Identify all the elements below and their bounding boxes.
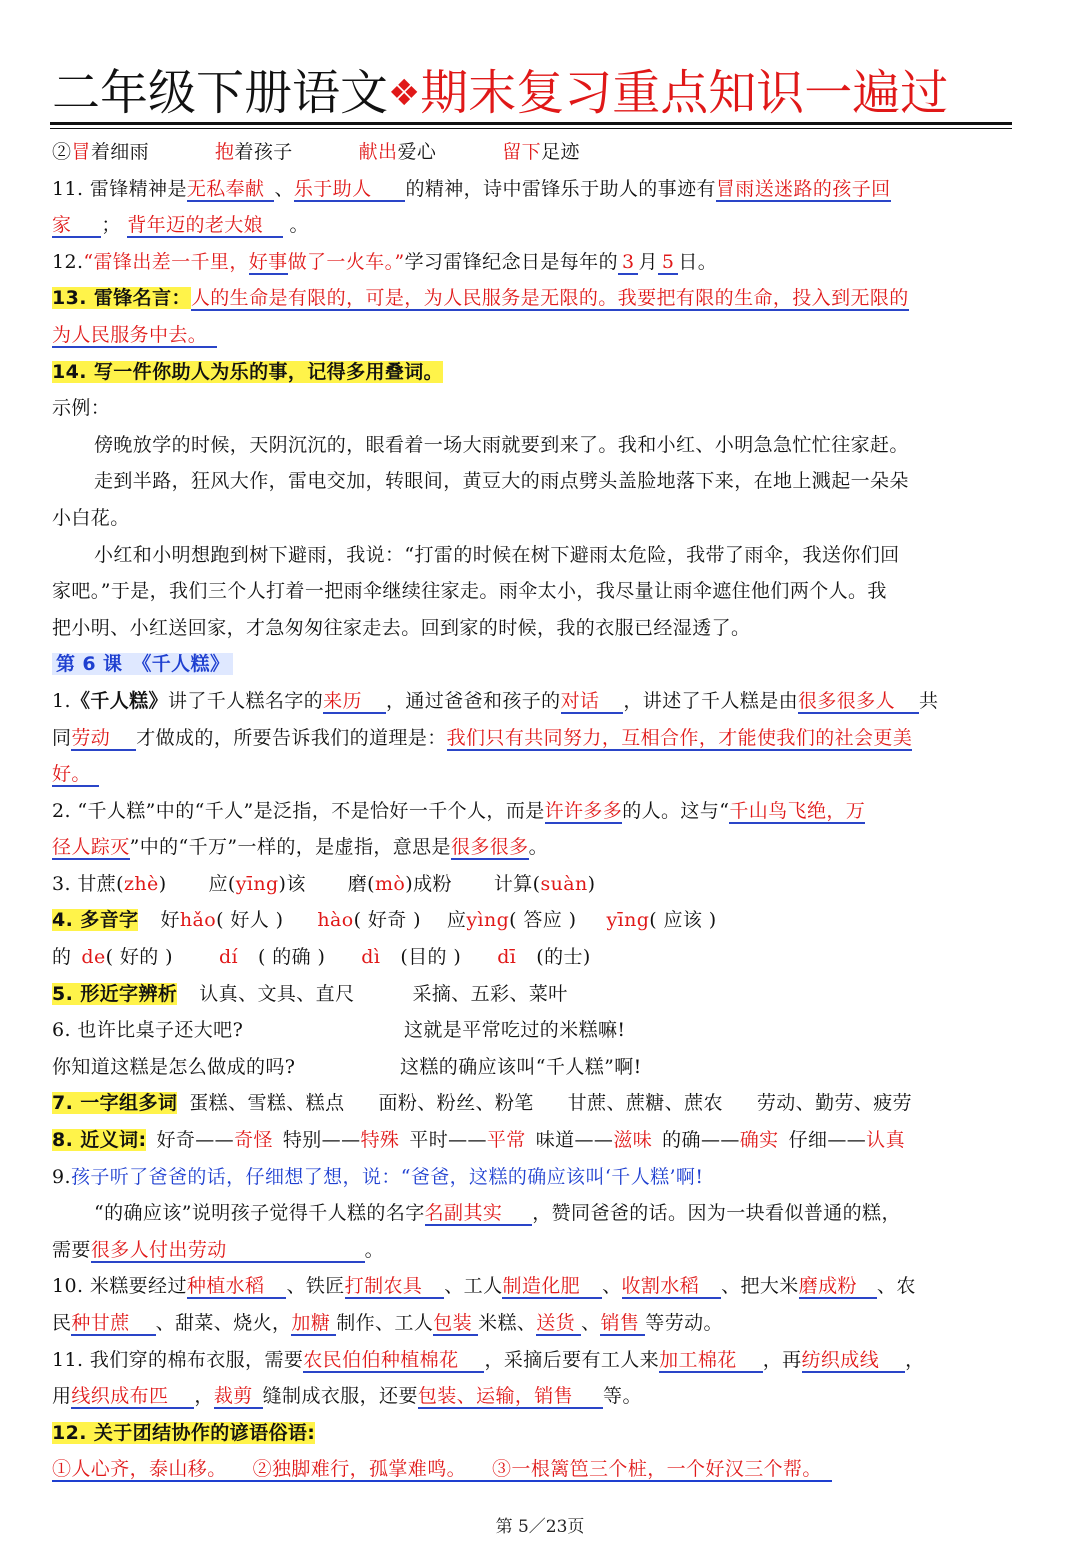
- example-label: 示例：: [52, 397, 111, 420]
- lesson6-question-4-polyphones: 4. 多音字 好hǎo( 好人 ) hào( 好奇 ) 应yìng( 答应 ) yīng( 应该 ) 的 de( 好的 ) dí ( 的确 ) dì (目的 ) dī (的士): [52, 909, 717, 969]
- lesson6-proverbs: ①人心齐，泰山移。 ②独脚难行，孤掌难鸣。 ③一根篱笆三个桩，一个好汉三个帮。: [52, 1451, 1016, 1488]
- page-number: 第 5／23页: [495, 1517, 585, 1537]
- question-11-leifeng: 11. 雷锋精神是无私奉献 、乐于助人 的精神，诗中雷锋乐于助人的事迹有冒雨送迷路的孩子回 家 ； 背年迈的老大娘 。: [52, 177, 891, 237]
- question-14-heading: 14. 写一件你助人为乐的事，记得多用叠词。: [52, 360, 444, 383]
- lesson6-question-7-word-groups: 7. 一字组多词 蛋糕、雪糕、糕点 面粉、粉丝、粉笔 甘蔗、蔗糖、蔗农 劳动、勤劳、疲劳: [52, 1092, 913, 1115]
- verb-phrases-line: ②冒着细雨 抱着孩子 献出爱心 留下足迹: [52, 141, 580, 163]
- lesson6-question-5-similar-chars: 5. 形近字辨析 认真、文具、直尺 采摘、五彩、菜叶: [52, 982, 568, 1005]
- lesson6-question-10: 10. 米糕要经过种植水稻 、铁匠打制农具 、工人制造化肥 、收割水稻 、把大米磨成粉 、农 民种甘蔗 、甜菜、烧火，加糖 制作、工人包装 米糕、送货 、销售 等劳动。: [52, 1275, 916, 1334]
- lesson6-question-8-synonyms: 8. 近义词: 好奇——奇怪 特别——特殊 平时——平常 味道——滋味 的确——确实 仔细——认真: [52, 1129, 905, 1152]
- question-12-leifeng: 12.“雷锋出差一千里，好事做了一火车。”学习雷锋纪念日是每年的 3 月 5 日。: [52, 250, 718, 273]
- lesson6-question-2: 2. “千人糕”中的“千人”是泛指，不是恰好一千个人，而是许许多多的人。这与“千山鸟飞绝，万 径人踪灭”中的“千万”一样的，是虚指，意思是很多很多。: [52, 799, 866, 859]
- essay-paragraph-3: 小红和小明想跑到树下避雨，我说：“打雷的时候在树下避雨太危险，我带了雨伞，我送你们回 家吧。”于是，我们三个人打着一把雨伞继续往家走。雨伞太小，我尽量让雨伞遮住他们两个人。我 把小明、小红送回家，才急匆匆往家走去。回到家的时候，我的衣服已经湿透了。: [52, 543, 900, 639]
- title-rule: [50, 122, 1012, 125]
- document-body: [52, 134, 1016, 1488]
- essay-paragraph-1: 傍晚放学的时候，天阴沉沉的，眼看着一场大雨就要到来了。我和小红、小明急急忙忙往家赶。: [94, 433, 909, 456]
- lesson6-question-11: 11. 我们穿的棉布衣服，需要农民伯伯种植棉花 ，采摘后要有工人来加工棉花 ，再纺织成线 ， 用线织成布匹 ，裁剪 缝制成衣服，还要包装、运输，销售 等。: [52, 1348, 925, 1408]
- lesson6-question-3-pinyin: 3. 甘蔗(zhè) 应(yīng)该 磨(mò)成粉 计算(suàn): [52, 872, 596, 895]
- title-rule-thin: [50, 128, 1012, 129]
- lesson6-question-1: 1.《千人糕》讲了千人糕名字的来历 ，通过爸爸和孩子的对话 ，讲述了千人糕是由很多很多人 共 同劳动 才做成的，所要告诉我们的道理是：我们只有共同努力，互相合作，才能使我们的社会更美 好。: [52, 689, 939, 786]
- diamond-icon: ❖: [388, 73, 421, 114]
- essay-paragraph-2: 走到半路，狂风大作，雷电交加，转眼间，黄豆大的雨点劈头盖脸地落下来，在地上溅起一朵朵 小白花。: [52, 470, 909, 529]
- lesson6-question-6-sentences: 6. 也许比桌子还大吧? 这就是平常吃过的米糕嘛! 你知道这糕是怎么做成的吗? 这糕的确应该叫“千人糕”啊!: [52, 1019, 642, 1078]
- title-topic: 期末复习重点知识一遍过: [420, 65, 949, 121]
- lesson6-question-12-heading: 12. 关于团结协作的谚语俗语:: [52, 1421, 316, 1444]
- lesson-6-heading: 第 6 课 《千人糕》: [52, 646, 1016, 683]
- lesson6-question-9: 9.孩子听了爸爸的话，仔细想了想，说：“爸爸，这糕的确应该叫‘千人糕’啊! “的确应该”说明孩子觉得千人糕的名字名副其实 ，赞同爸爸的话。因为一块看似普通的糕， 需要很多人付出劳动 。: [52, 1165, 901, 1261]
- question-13-quote: 13. 雷锋名言：人的生命是有限的，可是，为人民服务是无限的。我要把有限的生命，投入到无限的 为人民服务中去。: [52, 287, 909, 346]
- page-title: [52, 62, 1012, 124]
- title-grade: 二年级下册语文: [52, 65, 389, 121]
